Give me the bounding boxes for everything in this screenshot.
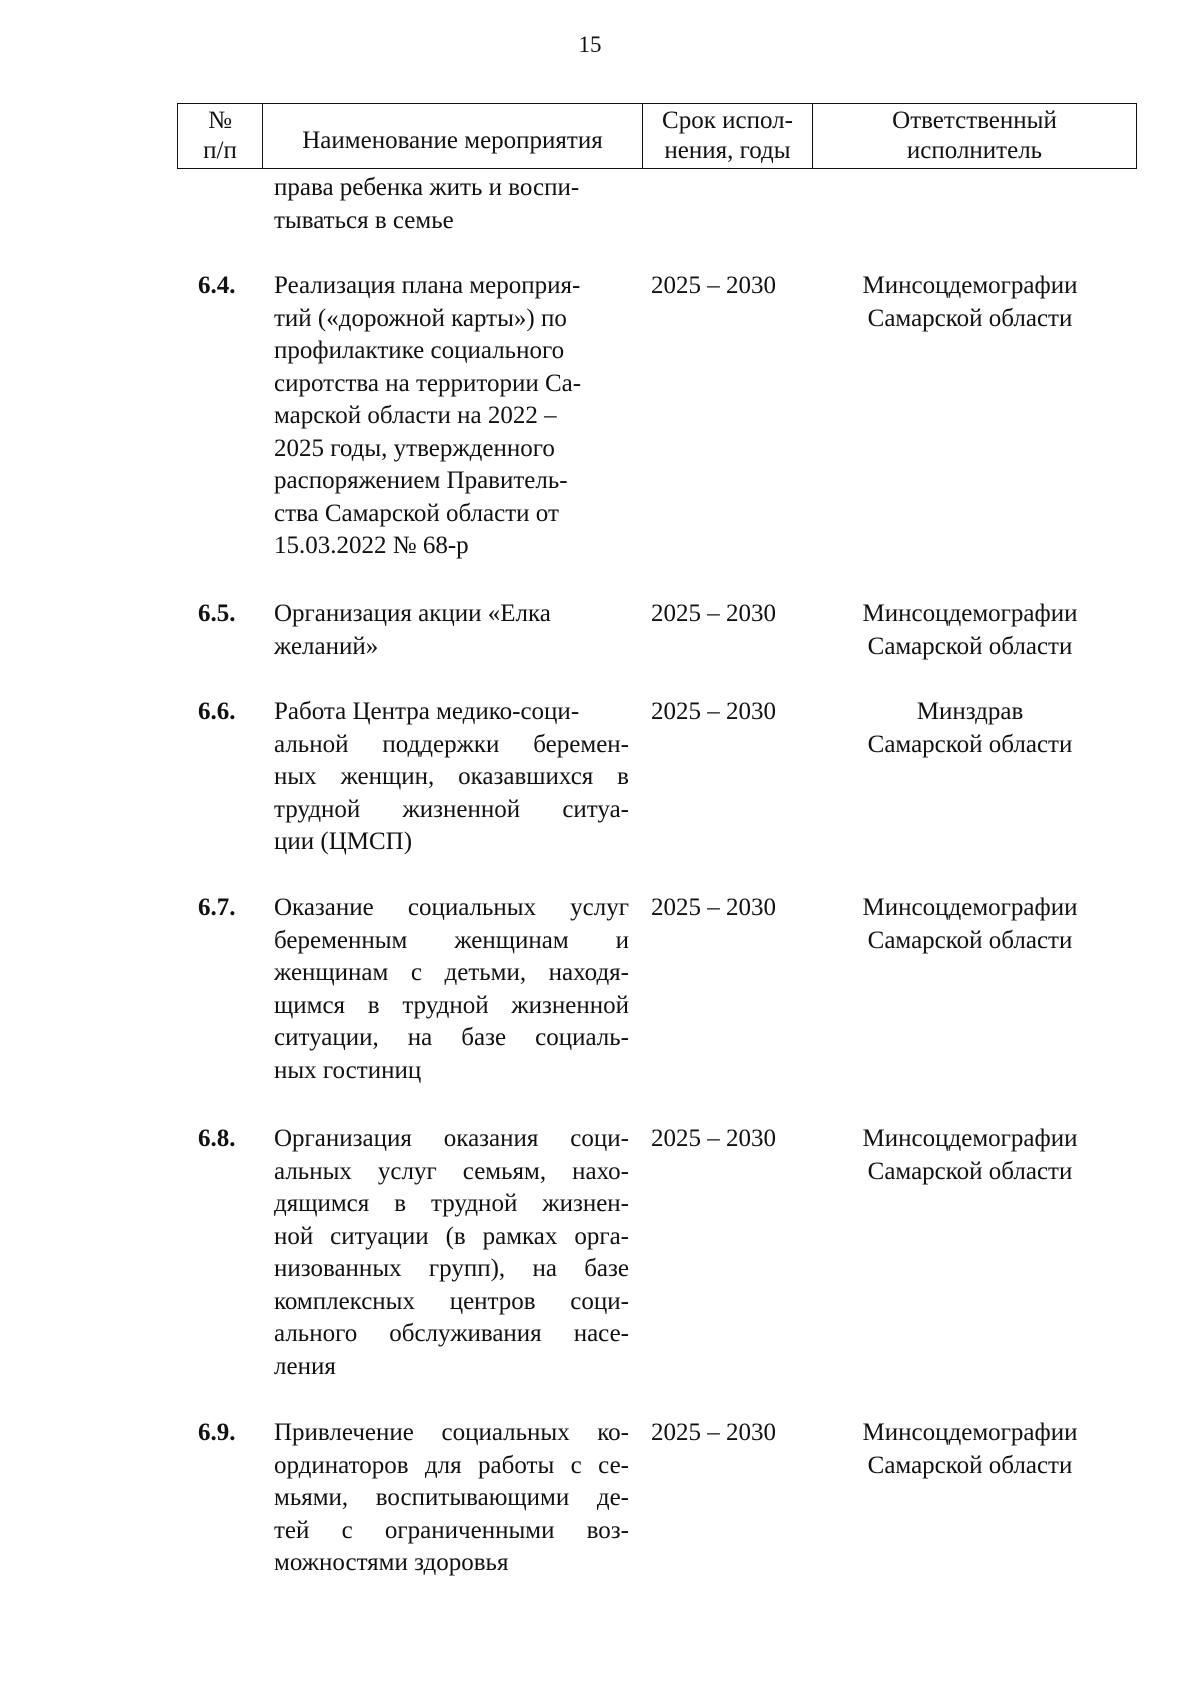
- row-number: 6.6.: [198, 698, 236, 725]
- continuation-text: [274, 172, 634, 237]
- row-name-line: ции (ЦМСП): [274, 828, 413, 855]
- row-name-line: альных услуг семьям, нахо-: [274, 1157, 629, 1185]
- row-responsible-line: Самарской области: [867, 730, 1073, 758]
- row-name-line: Привлечение социальных ко-: [274, 1419, 629, 1446]
- row-responsible: [830, 1123, 1110, 1188]
- row-name: [274, 598, 629, 663]
- row-name-line: мьями, воспитывающими де-: [274, 1484, 629, 1511]
- row-responsible-line: Минсоцдемографии: [862, 1125, 1078, 1152]
- row-number: 6.4.: [198, 272, 236, 299]
- continuation-line: права ребенка жить и воспи-: [274, 174, 580, 201]
- row-name-line: ления: [274, 1352, 336, 1380]
- row-name-line: дящимся в трудной жизнен-: [274, 1190, 629, 1217]
- row-term: 2025 – 2030: [651, 698, 776, 725]
- row-term: 2025 – 2030: [651, 272, 776, 299]
- row-responsible-line: Самарской области: [867, 1157, 1073, 1185]
- header-term-line: нения, годы: [664, 137, 791, 164]
- row-responsible-line: Минсоцдемографии: [862, 600, 1078, 627]
- row-number: 6.7.: [198, 894, 236, 921]
- row-name-line: ординаторов для работы с се-: [274, 1451, 629, 1479]
- page-number: 15: [578, 32, 602, 57]
- row-term: 2025 – 2030: [651, 894, 776, 921]
- header-num-line: №: [208, 107, 232, 134]
- row-name-line: Организация оказания соци-: [274, 1125, 629, 1152]
- header-term: [643, 104, 813, 168]
- row-name-line: 15.03.2022 № 68-р: [274, 532, 469, 559]
- row-name: [274, 1417, 629, 1580]
- row-name-line: беременным женщинам и: [274, 926, 629, 954]
- row-term: 2025 – 2030: [651, 1419, 776, 1446]
- row-number: 6.8.: [198, 1125, 236, 1152]
- row-name-line: Реализация плана мероприя-: [274, 272, 581, 299]
- row-name-line: женщинам с детьми, находя-: [274, 959, 629, 986]
- row-name-line: низованных групп), на базе: [274, 1255, 629, 1282]
- row-responsible: [830, 696, 1110, 761]
- row-name-line: сиротства на территории Са-: [274, 369, 582, 397]
- row-responsible-line: Самарской области: [867, 1451, 1073, 1479]
- row-name-line: ных женщин, оказавшихся в: [274, 763, 629, 790]
- row-responsible: [830, 1417, 1110, 1482]
- row-responsible: [830, 270, 1110, 335]
- row-name-line: ных гостиниц: [274, 1056, 422, 1084]
- row-responsible-line: Минздрав: [916, 698, 1024, 725]
- row-term: 2025 – 2030: [651, 1125, 776, 1152]
- header-num-line: п/п: [203, 137, 237, 164]
- row-name-line: тий («дорожной карты») по: [274, 304, 567, 332]
- row-responsible: [830, 892, 1110, 957]
- row-name-line: Оказание социальных услуг: [274, 894, 629, 921]
- row-name-line: трудной жизненной ситуа-: [274, 795, 629, 823]
- row-responsible-line: Минсоцдемографии: [862, 1419, 1078, 1446]
- row-name-line: ального обслуживания насе-: [274, 1320, 629, 1347]
- row-name-line: Организация акции «Елка: [274, 600, 551, 627]
- header-num: [178, 104, 263, 168]
- header-name: [263, 104, 643, 168]
- row-responsible-line: Минсоцдемографии: [862, 894, 1078, 921]
- row-term: 2025 – 2030: [651, 600, 776, 627]
- row-name-line: ства Самарской области от: [274, 499, 559, 527]
- header-responsible-line: Ответственный: [892, 107, 1057, 134]
- row-number: 6.9.: [198, 1419, 236, 1446]
- row-number: 6.5.: [198, 600, 236, 627]
- row-name-line: ной ситуации (в рамках орга-: [274, 1222, 629, 1250]
- row-name-line: Работа Центра медико-соци-: [274, 698, 580, 725]
- row-name-line: марской области на 2022 –: [274, 402, 557, 429]
- header-responsible-line: исполнитель: [906, 137, 1043, 164]
- row-name-line: комплексных центров соци-: [274, 1287, 629, 1315]
- row-name-line: щимся в трудной жизненной: [274, 991, 629, 1019]
- header-responsible: [813, 104, 1136, 168]
- row-name: [274, 1123, 629, 1383]
- row-name-line: тей с ограниченными воз-: [274, 1516, 629, 1544]
- row-name-line: 2025 годы, утвержденного: [274, 434, 555, 462]
- row-name: [274, 270, 629, 563]
- row-responsible-line: Самарской области: [867, 632, 1073, 660]
- header-term-line: Срок испол-: [662, 107, 793, 134]
- continuation-line: тываться в семье: [274, 206, 454, 234]
- table-header: [177, 103, 1137, 169]
- row-name-line: распоряжением Правитель-: [274, 467, 568, 494]
- row-responsible-line: Самарской области: [867, 926, 1073, 954]
- row-name-line: альной поддержки беремен-: [274, 730, 629, 758]
- row-responsible: [830, 598, 1110, 663]
- row-name-line: можностями здоровья: [274, 1549, 509, 1576]
- row-name-line: ситуации, на базе социаль-: [274, 1024, 629, 1051]
- row-responsible-line: Минсоцдемографии: [862, 272, 1078, 299]
- header-name-text: Наименование мероприятия: [302, 127, 603, 154]
- row-name-line: профилактике социального: [274, 337, 565, 364]
- row-name: [274, 892, 629, 1087]
- row-name-line: желаний»: [274, 632, 379, 660]
- row-name: [274, 696, 629, 859]
- row-responsible-line: Самарской области: [867, 304, 1073, 332]
